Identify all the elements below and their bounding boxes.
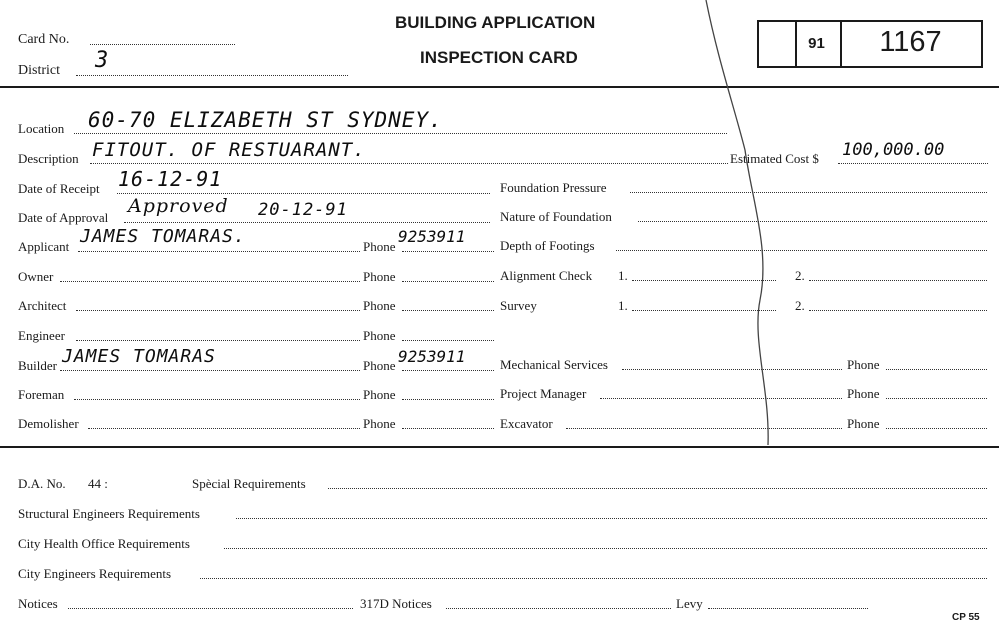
- structural-line: [236, 518, 987, 519]
- structural-label: Structural Engineers Requirements: [18, 506, 200, 521]
- builder-phone-value: 9253911: [398, 347, 466, 366]
- levy-line: [708, 608, 868, 609]
- applicant-phone-label: Phone: [363, 239, 396, 254]
- receipt-line: [117, 193, 490, 194]
- alignment-line-one: [632, 280, 776, 281]
- depth-line: [616, 250, 987, 251]
- da-label: D.A. No.: [18, 476, 66, 491]
- middle-rule: [0, 446, 999, 448]
- demolisher-label: Demolisher: [18, 416, 79, 431]
- description-value: FITOUT. OF RESTUARANT.: [92, 139, 366, 161]
- description-line: [90, 163, 728, 164]
- location-value: 60-70 ELIZABETH ST SYDNEY.: [88, 108, 443, 132]
- applicant-phone-value: 9253911: [398, 227, 466, 246]
- card-title-line1: BUILDING APPLICATION: [395, 13, 596, 32]
- builder-value: JAMES TOMARAS: [62, 346, 216, 367]
- architect-phone-line: [402, 310, 494, 311]
- engineer-phone-line: [402, 340, 494, 341]
- engineer-phone-label: Phone: [363, 328, 396, 343]
- notices-line: [68, 608, 353, 609]
- description-label: Description: [18, 151, 79, 166]
- estimated-cost-label: Estimated Cost $: [730, 151, 819, 166]
- applicant-label: Applicant: [18, 239, 70, 254]
- demolisher-line: [88, 428, 360, 429]
- receipt-label: Date of Receipt: [18, 181, 100, 196]
- health-label: City Health Office Requirements: [18, 536, 190, 551]
- owner-phone-line: [402, 281, 494, 282]
- location-line: [74, 133, 727, 134]
- applicant-phone-line: [402, 251, 494, 252]
- box-code: 91: [808, 35, 825, 52]
- engineer-label: Engineer: [18, 328, 65, 343]
- notices-317d-line: [446, 608, 671, 609]
- project-manager-phone-line: [886, 398, 987, 399]
- alignment-one: 1.: [618, 268, 628, 283]
- nature-line: [638, 221, 987, 222]
- excavator-phone-label: Phone: [847, 416, 880, 431]
- demolisher-phone-label: Phone: [363, 416, 396, 431]
- foundation-pressure-label: Foundation Pressure: [500, 180, 607, 195]
- notices-317d-label: 317D Notices: [360, 596, 432, 611]
- foreman-phone-label: Phone: [363, 387, 396, 402]
- city-engineers-label: City Engineers Requirements: [18, 566, 172, 581]
- mechanical-phone-line: [886, 369, 987, 370]
- alignment-two: 2.: [795, 268, 805, 283]
- foreman-label: Foreman: [18, 387, 65, 402]
- foundation-pressure-line: [630, 192, 987, 193]
- architect-line: [76, 310, 360, 311]
- excavator-phone-line: [886, 428, 987, 429]
- survey-two: 2.: [795, 298, 805, 313]
- form-code: CP 55: [952, 612, 980, 623]
- approval-value: 20-12-91: [258, 200, 348, 220]
- approval-stamp: Approved: [128, 195, 229, 217]
- survey-one: 1.: [618, 298, 628, 313]
- survey-line-two: [809, 310, 987, 311]
- owner-line: [60, 281, 360, 282]
- foreman-line: [74, 399, 360, 400]
- city-engineers-line: [200, 578, 987, 579]
- builder-label: Builder: [18, 358, 57, 373]
- applicant-value: JAMES TOMARAS.: [80, 226, 246, 247]
- survey-line-one: [632, 310, 776, 311]
- estimated-cost-value: 100,000.00: [842, 140, 945, 160]
- da-value: 44 :: [88, 476, 108, 491]
- project-manager-label: Project Manager: [500, 386, 587, 401]
- card-no-label: Card No.: [18, 32, 70, 47]
- location-label: Location: [18, 121, 65, 136]
- builder-line: [60, 370, 360, 371]
- owner-phone-label: Phone: [363, 269, 396, 284]
- special-line: [328, 488, 987, 489]
- excavator-label: Excavator: [500, 416, 553, 431]
- architect-phone-label: Phone: [363, 298, 396, 313]
- demolisher-phone-line: [402, 428, 494, 429]
- card-title-line2: INSPECTION CARD: [420, 48, 578, 67]
- engineer-line: [76, 340, 360, 341]
- builder-phone-line: [402, 370, 494, 371]
- district-label: District: [18, 63, 60, 78]
- builder-phone-label: Phone: [363, 358, 396, 373]
- special-label: Spècial Requirements: [192, 476, 306, 491]
- mechanical-label: Mechanical Services: [500, 357, 608, 372]
- alignment-line-two: [809, 280, 987, 281]
- approval-line: [124, 222, 490, 223]
- mechanical-phone-label: Phone: [847, 357, 880, 372]
- mechanical-line: [622, 369, 842, 370]
- notices-label: Notices: [18, 596, 58, 611]
- excavator-line: [566, 428, 842, 429]
- estimated-cost-line: [838, 163, 988, 164]
- project-manager-line: [600, 398, 842, 399]
- owner-label: Owner: [18, 269, 54, 284]
- project-manager-phone-label: Phone: [847, 386, 880, 401]
- nature-label: Nature of Foundation: [500, 209, 612, 224]
- levy-label: Levy: [676, 596, 703, 611]
- box-number: 1167: [879, 26, 942, 58]
- approval-label: Date of Approval: [18, 210, 109, 225]
- receipt-value: 16-12-91: [118, 167, 223, 191]
- architect-label: Architect: [18, 298, 67, 313]
- applicant-line: [78, 251, 360, 252]
- survey-label: Survey: [500, 298, 537, 313]
- depth-label: Depth of Footings: [500, 238, 595, 253]
- foreman-phone-line: [402, 399, 494, 400]
- health-line: [224, 548, 987, 549]
- district-value: 3: [95, 48, 110, 73]
- alignment-label: Alignment Check: [500, 268, 593, 283]
